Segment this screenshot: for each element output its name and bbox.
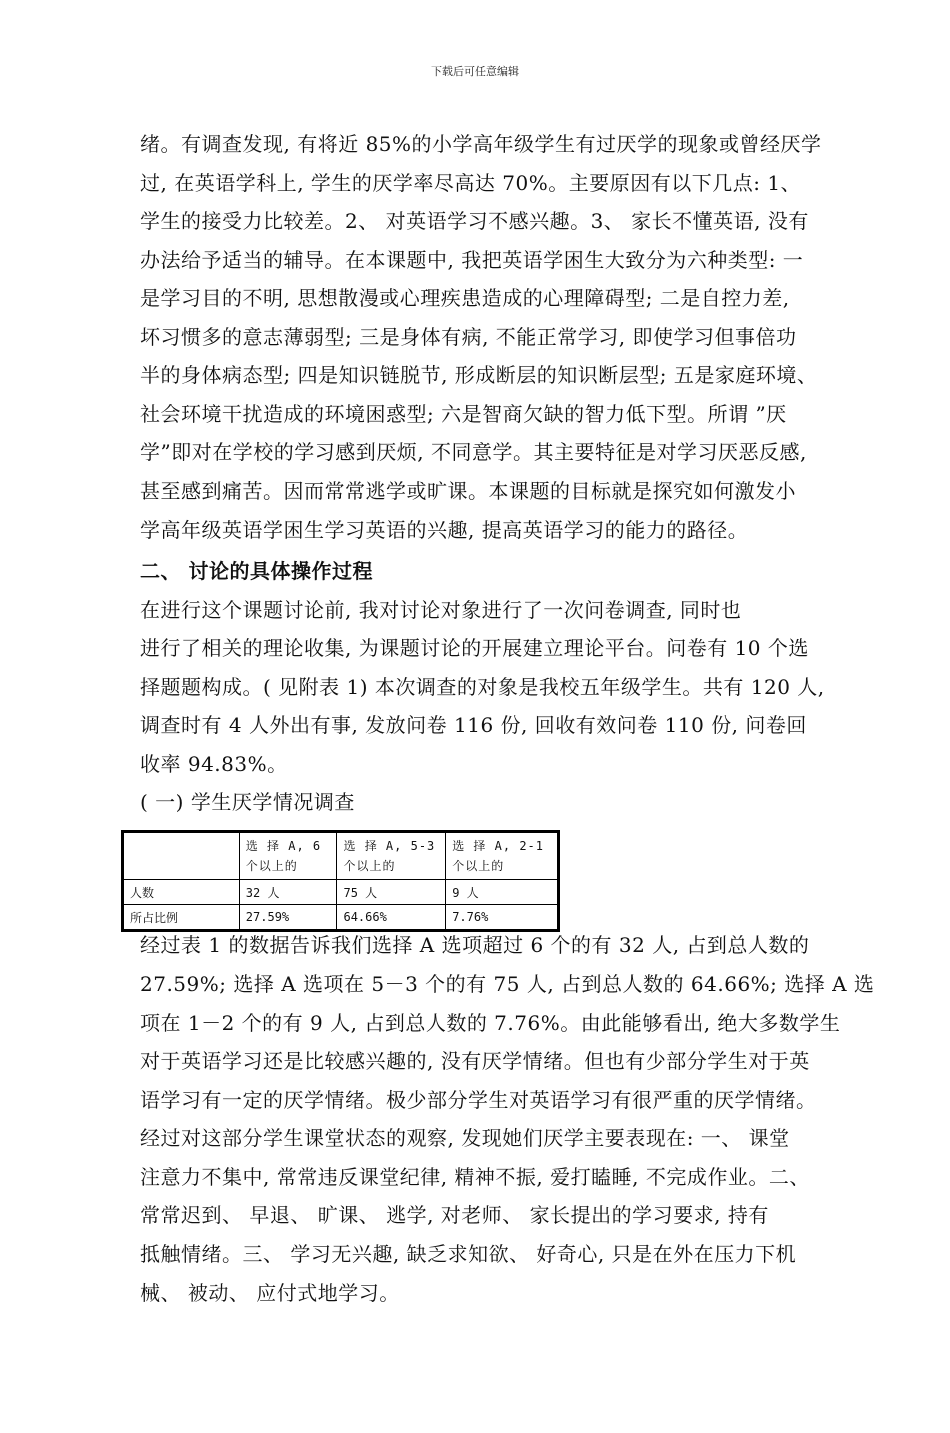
table-header-row [123, 832, 559, 880]
text-line: 学生的接受力比较差。2、 对英语学习不感兴趣。3、 家长不懂英语, 没有 [140, 209, 809, 233]
section-heading: 二、 讨论的具体操作过程 [140, 559, 373, 583]
table-cell: 人数 [123, 880, 240, 905]
text-line: 办法给予适当的辅导。在本课题中, 我把英语学困生大致分为六种类型: 一 [140, 248, 804, 272]
table-cell: 75 人 [337, 880, 446, 905]
text-line: 学高年级英语学困生学习英语的兴趣, 提高英语学习的能力的路径。 [140, 518, 749, 542]
text-line: 半的身体病态型; 四是知识链脱节, 形成断层的知识断层型; 五是家庭环境、 [140, 363, 818, 387]
text-line: 经过表 1 的数据告诉我们选择 A 选项超过 6 个的有 32 人, 占到总人数的 [140, 933, 810, 957]
text-line: 27.59%; 选择 A 选项在 5－3 个的有 75 人, 占到总人数的 64.66%; 选择 A 选 [140, 972, 875, 996]
text-line: 择题题构成。( 见附表 1) 本次调查的对象是我校五年级学生。共有 120 人, [140, 675, 825, 699]
text-line: 社会环境干扰造成的环境困惑型; 六是智商欠缺的智力低下型。所谓 ”厌 [140, 402, 787, 426]
text-line: 绪。有调查发现, 有将近 85%的小学高年级学生有过厌学的现象或曾经厌学 [140, 132, 822, 156]
subheading: ( 一) 学生厌学情况调查 [140, 790, 355, 814]
table-cell: 32 人 [239, 880, 337, 905]
text-line: 经过对这部分学生课堂状态的观察, 发现她们厌学主要表现在: 一、 课堂 [140, 1126, 790, 1150]
survey-table [121, 830, 560, 932]
table-cell: 27.59% [239, 905, 337, 931]
text-line: 调查时有 4 人外出有事, 发放问卷 116 份, 回收有效问卷 110 份, 问卷回 [140, 713, 807, 737]
table-row [123, 880, 559, 905]
text-line: 械、 被动、 应付式地学习。 [140, 1281, 400, 1305]
text-line: 在进行这个课题讨论前, 我对讨论对象进行了一次问卷调查, 同时也 [140, 598, 742, 622]
table-header-cell: 选 择 A, 6 个以上的 [239, 832, 337, 880]
text-line: 项在 1－2 个的有 9 人, 占到总人数的 7.76%。由此能够看出, 绝大多数学生 [140, 1011, 841, 1035]
text-line: 坏习惯多的意志薄弱型; 三是身体有病, 不能正常学习, 即使学习但事倍功 [140, 325, 797, 349]
text-line: 甚至感到痛苦。因而常常逃学或旷课。本课题的目标就是探究如何激发小 [140, 479, 796, 503]
text-line: 对于英语学习还是比较感兴趣的, 没有厌学情绪。但也有少部分学生对于英 [140, 1049, 810, 1073]
table-header-cell [123, 832, 240, 880]
table-cell: 64.66% [337, 905, 446, 931]
text-line: 常常迟到、 早退、 旷课、 逃学, 对老师、 家长提出的学习要求, 持有 [140, 1203, 769, 1227]
text-line: 收率 94.83%。 [140, 752, 288, 776]
text-line: 过, 在英语学科上, 学生的厌学率尽高达 70%。主要原因有以下几点: 1、 [140, 171, 802, 195]
text-line: 抵触情绪。三、 学习无兴趣, 缺乏求知欲、 好奇心, 只是在外在压力下机 [140, 1242, 797, 1266]
table-cell: 所占比例 [123, 905, 240, 931]
table-cell: 7.76% [446, 905, 559, 931]
text-line: 语学习有一定的厌学情绪。极少部分学生对英语学习有很严重的厌学情绪。 [140, 1088, 817, 1112]
text-line: 进行了相关的理论收集, 为课题讨论的开展建立理论平台。问卷有 10 个选 [140, 636, 809, 660]
table-header-cell: 选 择 A, 5-3 个以上的 [337, 832, 446, 880]
text-line: 学”即对在学校的学习感到厌烦, 不同意学。其主要特征是对学习厌恶反感, [140, 440, 807, 464]
text-line: 是学习目的不明, 思想散漫或心理疾患造成的心理障碍型; 二是自控力差, [140, 286, 790, 310]
table-header-cell: 选 择 A, 2-1 个以上的 [446, 832, 559, 880]
page-header: 下载后可任意编辑 [431, 65, 519, 78]
text-line: 注意力不集中, 常常违反课堂纪律, 精神不振, 爱打瞌睡, 不完成作业。二、 [140, 1165, 810, 1189]
table-cell: 9 人 [446, 880, 559, 905]
